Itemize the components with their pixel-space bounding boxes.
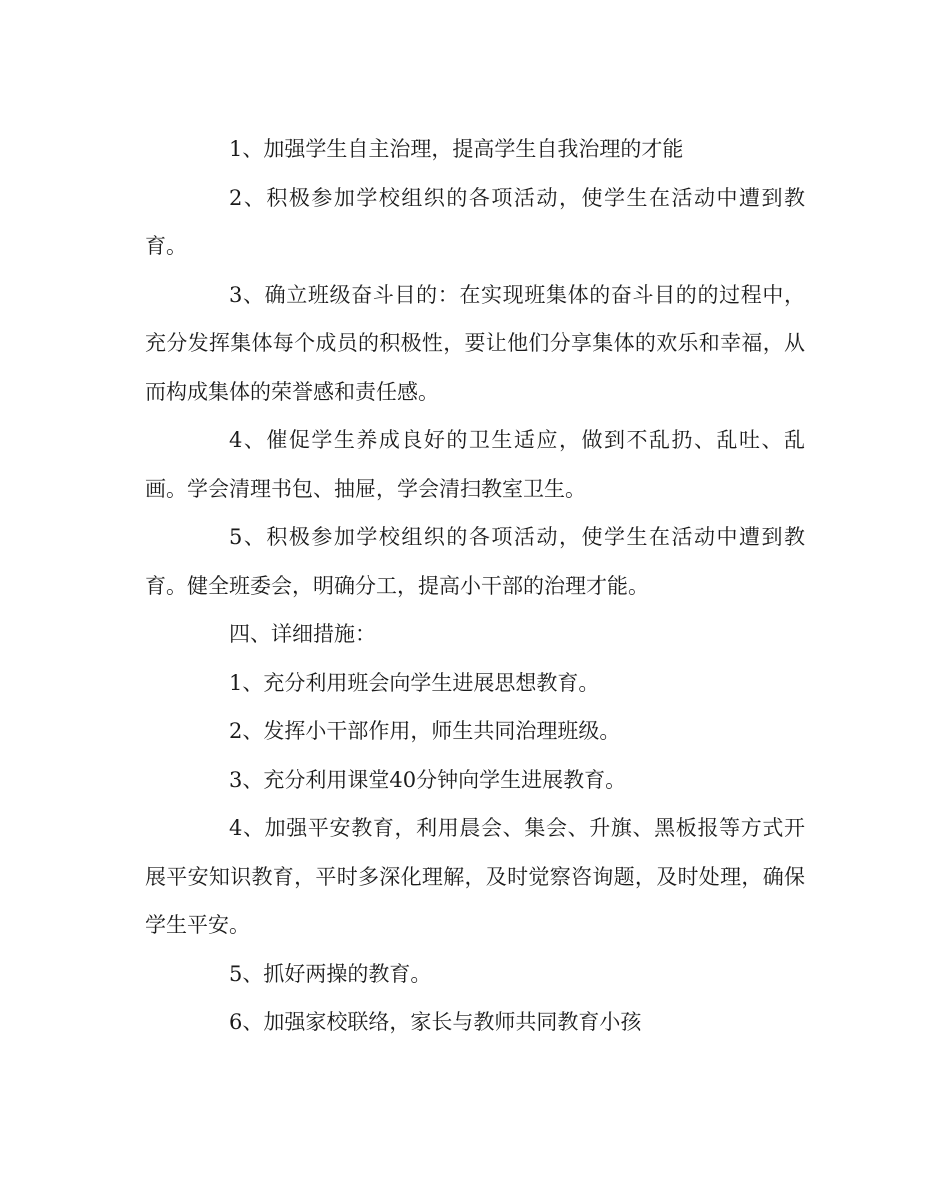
paragraph-measure-6: 6、加强家校联络，家长与教师共同教育小孩 <box>229 1010 642 1034</box>
paragraph-measure-2: 2、发挥小干部作用，师生共同治理班级。 <box>229 719 621 743</box>
paragraph-measure-5: 5、抓好两操的教育。 <box>229 961 432 986</box>
paragraph-goal-5: 5、积极参加学校组织的各项活动，使学生在活动中遭到教育。健全班委会，明确分工，提高小干部的治理才能。 <box>145 525 805 598</box>
paragraph-measure-4: 4、加强平安教育，利用晨会、集会、升旗、黑板报等方式开展平安知识教育，平时多深化理解，及时觉察咨询题，及时处理，确保学生平安。 <box>145 816 805 937</box>
paragraph-goal-1: 1、加强学生自主治理，提高学生自我治理的才能 <box>229 137 684 161</box>
section-heading-measures: 四、详细措施： <box>229 622 376 646</box>
paragraph-measure-1: 1、充分利用班会向学生进展思想教育。 <box>229 670 600 695</box>
paragraph-goal-3: 3、确立班级奋斗目的：在实现班集体的奋斗目的的过程中，充分发挥集体每个成员的积极性，要让他们分享集体的欢乐和幸福，从而构成集体的荣誉感和责任感。 <box>145 282 805 404</box>
paragraph-goal-2: 2、积极参加学校组织的各项活动，使学生在活动中遭到教育。 <box>145 185 805 258</box>
paragraph-goal-4: 4、催促学生养成良好的卫生适应，做到不乱扔、乱吐、乱画。学会清理书包、抽屉，学会清扫教室卫生。 <box>145 428 805 501</box>
document-body <box>145 125 805 1047</box>
paragraph-measure-3: 3、充分利用课堂40分钟向学生进展教育。 <box>229 767 627 792</box>
